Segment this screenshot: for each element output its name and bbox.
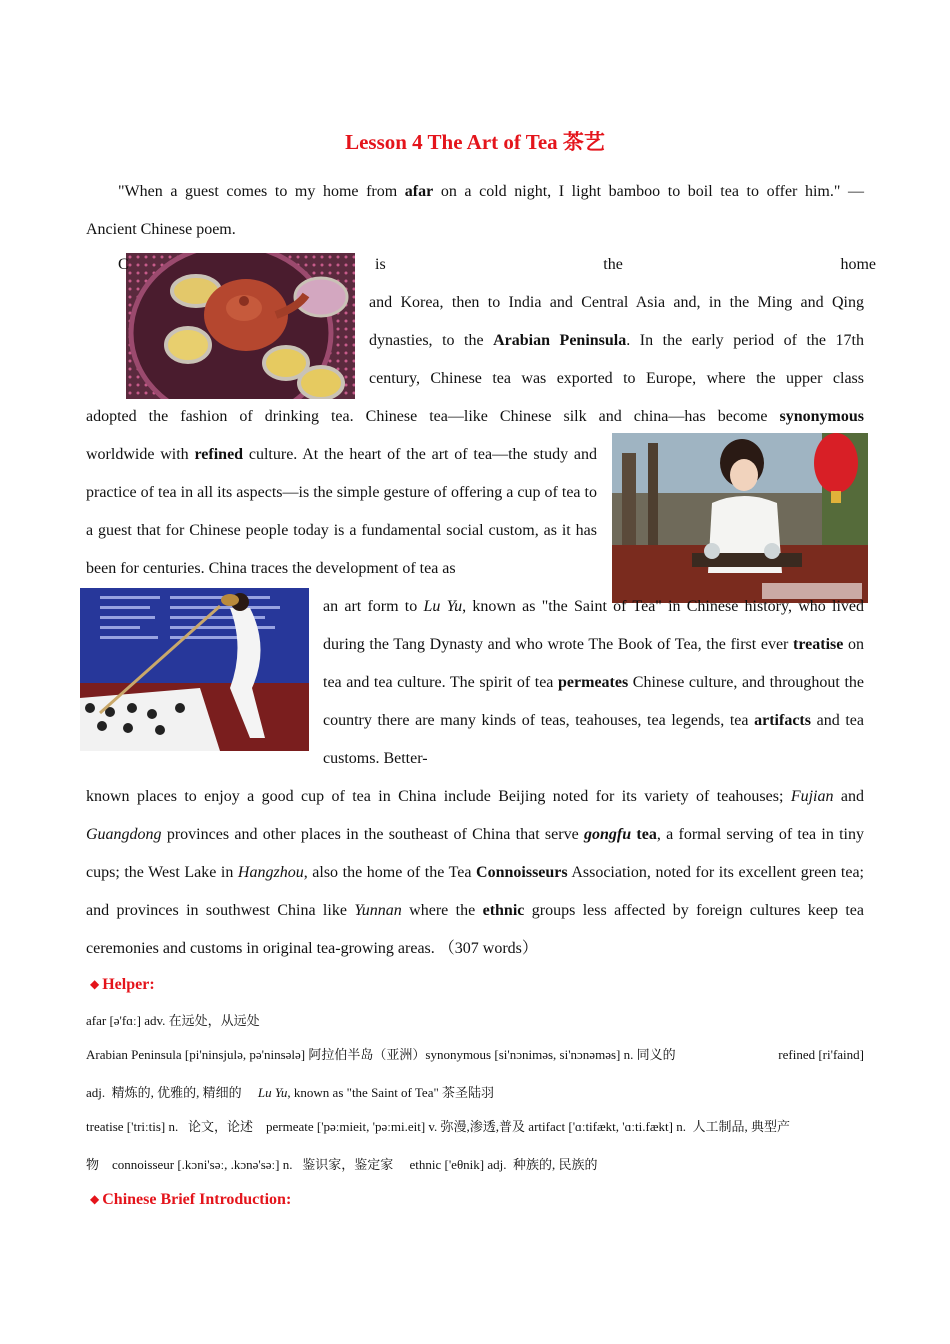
- helper-heading: ◆ Helper:: [90, 976, 155, 993]
- vocab-line-1: afar [ə'fɑː] adv. 在远处，从远处: [86, 1013, 260, 1028]
- term-connoisseurs: Connoisseurs: [476, 864, 568, 881]
- body-row-3: dynasties, to the Arabian Peninsula. In the early period of the 17th: [369, 332, 864, 349]
- body-row-1-cont: is the home: [375, 256, 876, 273]
- intro-heading: ◆ Chinese Brief Introduction:: [90, 1191, 292, 1208]
- body-row-4: century, Chinese tea was exported to Europe, where the upper class: [369, 370, 864, 387]
- term-synonymous: synonymous: [779, 408, 864, 425]
- vocab-line-3: adj. 精炼的, 优雅的, 精细的 Lu Yu, known as "the Saint of Tea" 茶圣陆羽: [86, 1085, 495, 1100]
- quote-line-1: "When a guest comes to my home from afar on a cold night, I light bamboo to boil tea to offer him." —: [118, 183, 864, 200]
- body-block-4: known places to enjoy a good cup of tea in China include Beijing noted for its variety of teahouses; Fujian and Guangdong provinces and other places in the southeast of China that serve gongfu tea, a formal serving of tea in tiny cups; the West Lake in Hangzhou, also the home of the Tea Connoisseurs Association, noted for its excellent green tea; and provinces in southwest China like Yunnan where the ethnic groups less affected by foreign cultures keep tea ceremonies and customs in original tea-growing areas. （307 words）: [86, 788, 865, 957]
- body-row-5: adopted the fashion of drinking tea. Chinese tea—like Chinese silk and china—has become synonymous: [86, 408, 864, 425]
- term-afar: afar: [404, 183, 434, 200]
- body-block-3: an art form to Lu Yu, known as "the Saint of Tea" in Chinese history, who lived during the Tang Dynasty and who wrote The Book of Tea, the first ever treatise on tea and tea culture. The spirit of tea permeates Chinese culture, and throughout the country there are many kinds of teas, teahouses, tea legends, tea artifacts and tea customs. Better-: [323, 598, 865, 767]
- term-lu-yu: Lu Yu: [423, 598, 463, 615]
- vocab-line-4: treatise ['triːtis] n. 论文，论述 permeate ['pəːmieit, 'pəːmi.eit] v. 弥漫,渗透,普及 artifact ['ɑːtifækt, 'ɑːti.fækt] n. 人工制品, 典型产: [86, 1119, 790, 1134]
- body-row-2: and Korea, then to India and Central Asia and, in the Ming and Qing: [369, 294, 864, 311]
- term-permeates: permeates: [558, 674, 629, 691]
- teapot-image: [126, 253, 355, 399]
- term-refined: refined: [194, 446, 244, 463]
- diamond-icon: ◆: [90, 977, 100, 991]
- vocab-line-2: Arabian Peninsula [pi'ninsjulə, pə'ninsələ] 阿拉伯半岛（亚洲）synonymous [si'nɔniməs, si'nɔnəməs] n. 同义的 refined [ri'faind]: [86, 1047, 864, 1062]
- term-arabian-peninsula: Arabian Peninsula: [493, 332, 627, 349]
- term-artifacts: artifacts: [754, 712, 811, 729]
- vocab-line-5: 物 connoisseur [.kɔni'səː, .kɔnə'səː] n. 鉴识家，鉴定家 ethnic ['eθnik] adj. 种族的, 民族的: [86, 1157, 598, 1172]
- page-title: Lesson 4 The Art of Tea 茶艺: [345, 130, 605, 154]
- term-treatise: treatise: [793, 636, 844, 653]
- tea-ceremony-image: [612, 433, 868, 603]
- term-gongfu: gongfu: [583, 826, 632, 843]
- term-ethnic: ethnic: [482, 902, 525, 919]
- body-block-2: worldwide with refined culture. At the heart of the art of tea—the study and practice of tea in all its aspects—is the simple gesture of offering a cup of tea to a guest that for Chinese people today is a fundamental social custom, as it has been for centuries. China traces the development of tea as: [86, 446, 598, 577]
- quote-line-2: Ancient Chinese poem.: [86, 221, 236, 238]
- kungfu-tea-image: [80, 588, 309, 751]
- diamond-icon: ◆: [90, 1192, 100, 1206]
- body-row-1: C: [118, 256, 129, 273]
